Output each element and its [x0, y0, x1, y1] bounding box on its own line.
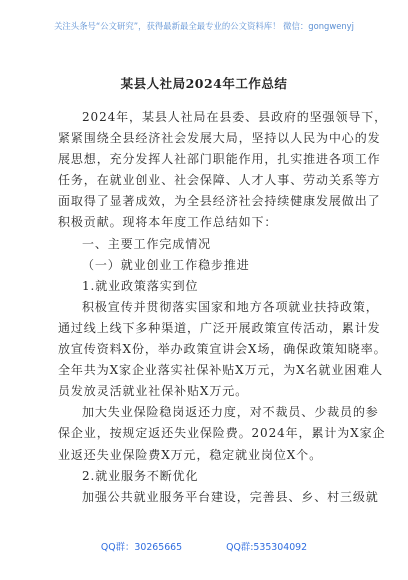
subsection-heading: （一）就业创业工作稳步推进 [82, 257, 250, 272]
paragraph-line: 加大失业保险稳岗返还力度，对不裁员、少裁员的参 [82, 405, 379, 420]
section-heading: 一、主要工作完成情况 [82, 236, 212, 251]
paragraph-line: 保企业，按规定返还失业保险费。2024年，累计为X家企 [58, 426, 386, 441]
contact-footer [0, 539, 408, 553]
paragraph-line: 面取得了显著成效，为全县经济社会持续健康发展做出了 [58, 194, 381, 209]
promo-banner: 关注头条号“公文研究”，获得最新最全最专业的公文资料库！ 微信：gongwenyj [54, 21, 354, 31]
paragraph-line: 展思想，充分发挥人社部门职能作用，扎实推进各项工作 [58, 152, 381, 167]
paragraph-line: 积极宣传并贯彻落实国家和地方各项就业扶持政策， [82, 299, 379, 314]
item-heading: 2.就业服务不断优化 [82, 468, 199, 483]
paragraph-line: 放宣传资料X份，举办政策宣讲会X场，确保政策知晓率。 [58, 342, 387, 357]
paragraph-line: 全年共为X家企业落实社保补贴X万元，为X名就业困难人 [58, 363, 384, 378]
paragraph-line: 员发放灵活就业社保补贴X万元。 [58, 384, 249, 399]
paragraph-line: 加强公共就业服务平台建设，完善县、乡、村三级就 [82, 489, 379, 504]
qq-group-1: QQ群：30265665 [100, 542, 183, 553]
qq-group-2: QQ群:535304092 [226, 542, 308, 553]
paragraph-line: 紧紧围绕全县经济社会发展大局，坚持以人民为中心的发 [58, 131, 381, 146]
paragraph-line: 业返还失业保险费X万元，稳定就业岗位X个。 [58, 447, 322, 462]
paragraph-line: 2024年，某县人社局在县委、县政府的坚强领导下， [82, 110, 388, 124]
paragraph-line: 任务，在就业创业、社会保障、人才人事、劳动关系等方 [58, 173, 381, 188]
document-title: 某县人社局2024年工作总结 [120, 76, 288, 91]
paragraph-line: 通过线上线下多种渠道，广泛开展政策宣传活动，累计发 [58, 320, 381, 335]
item-heading: 1.就业政策落实到位 [82, 278, 199, 293]
document-body [58, 107, 388, 508]
paragraph-line: 积极贡献。现将本年度工作总结如下： [58, 215, 278, 230]
